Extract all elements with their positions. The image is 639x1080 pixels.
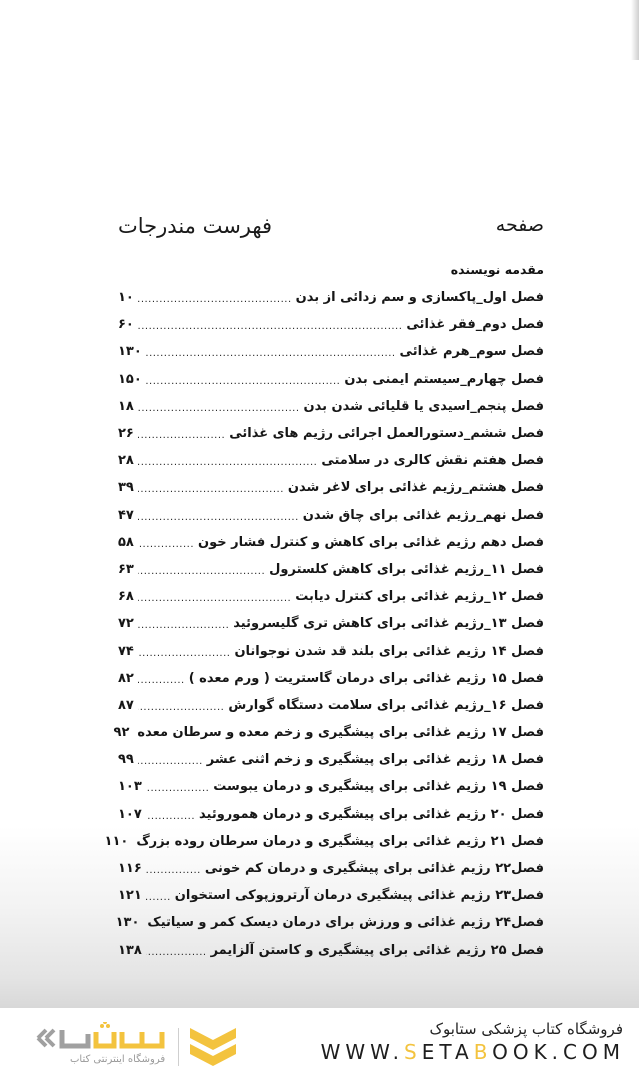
- toc-entry: [118, 665, 544, 692]
- toc-entry-title: فصل ۱۹ رژیم غذائی برای پیشگیری و درمان یبوست: [213, 779, 544, 795]
- toc-entry: [118, 338, 544, 365]
- toc-entry: [118, 474, 544, 501]
- toc-entry-page: ۶۰: [118, 317, 134, 333]
- dot-leader: [138, 593, 291, 604]
- toc-entry-title: فصل ۱۵ رژیم غذائی برای درمان گاستریت ( ورم معده ): [188, 670, 544, 686]
- toc-entry: [118, 637, 544, 664]
- url-highlight-letter: S: [404, 1040, 422, 1064]
- toc-entry-page: ۱۳۰: [118, 344, 142, 360]
- toc-entry-page: ۷۴: [118, 643, 134, 659]
- dot-leader: [146, 348, 396, 359]
- toc-list: [104, 284, 544, 964]
- toc-entry: [118, 855, 544, 882]
- store-name: فروشگاه کتاب پزشکی ستابوک: [429, 1020, 623, 1038]
- toc-entry: [118, 502, 544, 529]
- setabook-logo: [30, 1022, 240, 1072]
- toc-entry-page: ۱۰۷: [118, 806, 142, 822]
- toc-entry-title: فصل ۱۴ رژیم غذائی برای بلند قد شدن نوجوانان: [234, 643, 544, 659]
- toc-entry: [118, 366, 544, 393]
- store-brand: [321, 1020, 625, 1064]
- dot-leader: [138, 539, 194, 550]
- toc-entry: [118, 311, 544, 338]
- toc-entry: [118, 284, 544, 311]
- dot-leader: [138, 403, 300, 414]
- toc-entry-title: فصل ششم_دستورالعمل اجرائی رژیم های غذائی: [229, 426, 544, 442]
- dot-leader: [138, 484, 284, 495]
- dot-leader: [138, 620, 229, 631]
- url-highlight-letter: B: [473, 1040, 493, 1064]
- url-text: OOK.COM: [492, 1040, 625, 1064]
- dot-leader: [138, 675, 185, 686]
- toc-entry: [113, 719, 544, 746]
- toc-title: فهرست مندرجات: [118, 214, 273, 238]
- toc-entry-title: فصل ۲۰ رژیم غذائی برای پیشگیری و درمان هموروئید: [199, 806, 544, 822]
- dot-leader: [146, 892, 171, 903]
- toc-entry-title: فصل دوم_فقر غذائی: [406, 317, 544, 333]
- toc-entry: [118, 801, 544, 828]
- toc-entry: [115, 909, 544, 936]
- dot-leader: [146, 947, 207, 958]
- dot-leader: [138, 430, 225, 441]
- toc-entry-page: ۱۲۱: [118, 888, 142, 904]
- dot-leader: [138, 457, 317, 468]
- toc-entry-page: ۸۲: [118, 670, 134, 686]
- toc-entry: [118, 556, 544, 583]
- logo-divider: [178, 1028, 179, 1066]
- toc-entry-page: ۹۲: [113, 725, 130, 741]
- dot-leader: [138, 756, 203, 767]
- toc-entry-page: ۱۳۰: [115, 915, 140, 931]
- dot-leader: [146, 811, 195, 822]
- toc-entry-title: فصل اول_پاکسازی و سم زدائی از بدن: [295, 290, 544, 306]
- url-text: WWW.: [320, 1040, 405, 1064]
- toc-entry: [118, 610, 544, 637]
- toc-entry-title: فصل۲۴ رژیم غذائی و ورزش برای درمان دیسک کمر و سیاتیک: [147, 915, 544, 931]
- toc-entry-title: فصل هشتم_رژیم غذائی برای لاغر شدن: [287, 480, 544, 496]
- toc-entry-title: فصل۲۳ رژیم غذائی پیشگیری درمان آرتروزپوکی استخوان: [174, 888, 544, 904]
- toc-entry-page: ۶۳: [118, 561, 134, 577]
- toc-intro: مقدمه نویسنده: [450, 262, 544, 277]
- toc-entry: [118, 583, 544, 610]
- toc-entry-title: فصل ۱۶_رژیم غذائی برای سلامت دستگاه گوارش: [228, 697, 544, 713]
- dot-leader: [138, 294, 292, 305]
- toc-entry-page: ۶۸: [118, 589, 134, 605]
- toc-entry-page: ۱۸: [118, 398, 134, 414]
- toc-entry-page: ۱۵۰: [118, 371, 142, 387]
- toc-entry-page: ۱۰: [118, 290, 134, 306]
- toc-entry-page: ۱۳۸: [118, 942, 142, 958]
- dot-leader: [138, 321, 403, 332]
- chevron-mark-icon: [188, 1024, 238, 1070]
- dot-leader: [138, 566, 265, 577]
- dot-leader: [138, 702, 224, 713]
- toc-entry: [104, 828, 544, 855]
- toc-entry-title: فصل نهم_رژیم غذائی برای چاق شدن: [302, 507, 544, 523]
- dot-leader: [138, 648, 231, 659]
- watermark-footer: [0, 1008, 639, 1080]
- toc-entry-title: فصل هفتم نقش کالری در سلامتی: [321, 453, 544, 469]
- toc-entry-page: ۲۸: [118, 453, 134, 469]
- toc-entry-title: فصل پنجم_اسیدی یا قلیائی شدن بدن: [303, 398, 544, 414]
- toc-entry: [118, 393, 544, 420]
- toc-entry-page: ۴۷: [118, 507, 134, 523]
- toc-entry-title: فصل دهم رژیم غذائی برای کاهش و کنترل فشار خون: [198, 534, 544, 550]
- toc-entry: [118, 420, 544, 447]
- toc-entry: [118, 447, 544, 474]
- toc-entry-page: ۷۲: [118, 616, 134, 632]
- toc-entry-page: ۱۰۳: [118, 779, 142, 795]
- toc-entry-title: فصل ۲۱ رژیم غذائی برای پیشگیری و درمان سرطان روده بزرگ: [136, 833, 544, 849]
- toc-header: [118, 214, 544, 238]
- dot-leader: [146, 376, 341, 387]
- dot-leader: [138, 512, 299, 523]
- toc-entry-title: فصل ۱۳_رژیم غذائی برای کاهش تری گلیسروئید: [233, 616, 544, 632]
- toc-entry-page: ۵۸: [118, 534, 134, 550]
- store-url-link[interactable]: [321, 1040, 625, 1064]
- toc-entry: [118, 692, 544, 719]
- toc-entry-page: ۸۷: [118, 697, 134, 713]
- dot-leader: [146, 865, 201, 876]
- toc-entry-page: ۲۶: [118, 426, 134, 442]
- toc-entry-page: ۱۱۰: [104, 833, 129, 849]
- toc-entry-title: فصل۲۲ رژیم غذائی برای پیشگیری و درمان کم خونی: [204, 861, 544, 877]
- toc-entry-title: فصل ۱۲_رژیم غذائی برای کنترل دیابت: [295, 589, 544, 605]
- toc-entry: [118, 937, 544, 964]
- toc-entry-page: ۹۹: [118, 752, 134, 768]
- page-column-label: صفحه: [495, 214, 544, 236]
- toc-entry-title: فصل ۱۸ رژیم غذائی برای پیشگیری و زخم اثنی عشر: [206, 752, 544, 768]
- toc-entry: [118, 882, 544, 909]
- toc-entry-title: فصل ۱۱_رژیم غذائی برای کاهش کلسترول: [269, 561, 544, 577]
- toc-entry-title: فصل سوم_هرم غذائی: [399, 344, 544, 360]
- toc-entry-title: فصل ۱۷ رژیم غذائی برای پیشگیری و زخم معده و سرطان معده: [137, 725, 544, 741]
- toc-entry: [118, 746, 544, 773]
- toc-entry-page: ۱۱۶: [118, 861, 142, 877]
- toc-entry-title: فصل چهارم_سیستم ایمنی بدن: [344, 371, 544, 387]
- toc-entry: [118, 773, 544, 800]
- url-text: ETA: [421, 1040, 474, 1064]
- toc-entry: [118, 529, 544, 556]
- dot-leader: [146, 783, 209, 794]
- logo-tagline: فروشگاه اینترنتی کتاب: [70, 1054, 166, 1065]
- toc-entry-title: فصل ۲۵ رژیم غذائی برای پیشگیری و کاستن آلزایمر: [210, 942, 544, 958]
- toc-entry-page: ۳۹: [118, 480, 134, 496]
- setabook-wordmark-icon: [30, 1022, 170, 1054]
